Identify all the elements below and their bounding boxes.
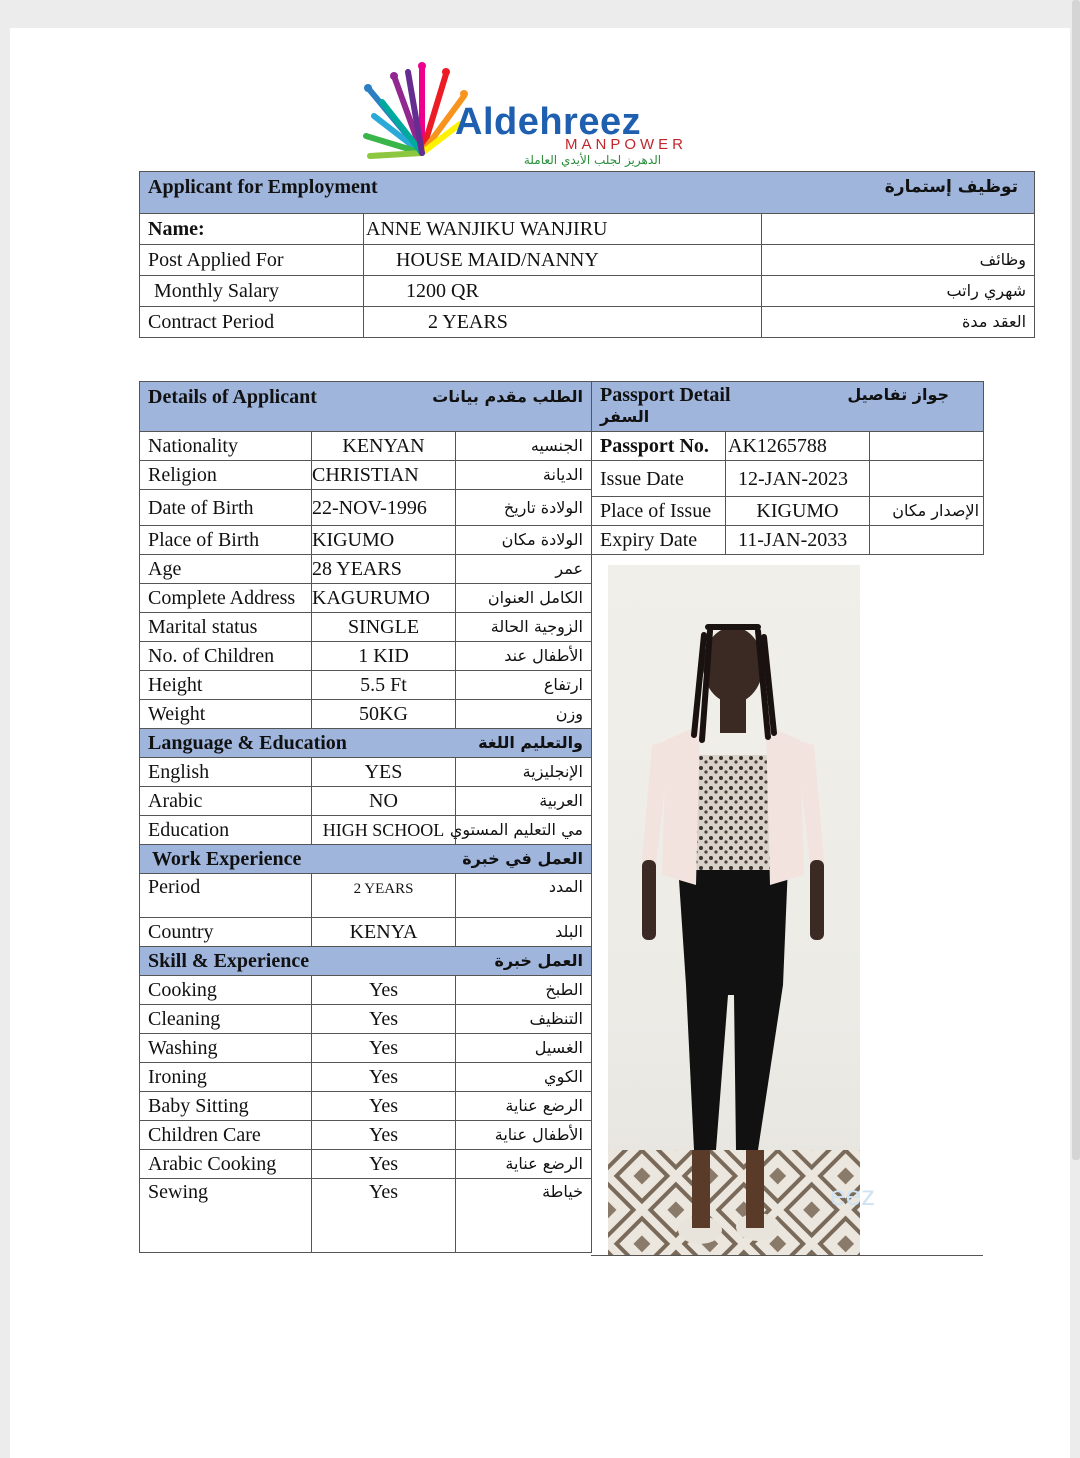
row-label: Children Care bbox=[140, 1121, 312, 1150]
table-row bbox=[140, 1005, 592, 1034]
row-arabic-label: الكوي bbox=[456, 1063, 592, 1092]
row-value: Yes bbox=[312, 1034, 456, 1063]
row-value: 5.5 Ft bbox=[312, 671, 456, 700]
place-of-issue-label: Place of Issue bbox=[592, 497, 726, 526]
expiry-date-label: Expiry Date bbox=[592, 526, 726, 555]
skills-title: Skill & Experience bbox=[140, 947, 456, 976]
row-arabic-label: الكامل العنوان bbox=[456, 584, 592, 613]
skills-title-ar: العمل خبرة bbox=[456, 947, 592, 976]
table-row bbox=[592, 497, 984, 526]
row-label: Age bbox=[140, 555, 312, 584]
table-row bbox=[140, 613, 592, 642]
row-label: Washing bbox=[140, 1034, 312, 1063]
expiry-date-ar bbox=[870, 526, 984, 555]
passport-title-ar: جواز تفاصيل bbox=[847, 385, 950, 404]
row-value: NO bbox=[312, 787, 456, 816]
details-title-ar: الطلب مقدم بيانات bbox=[456, 382, 592, 432]
language-title: Language & Education bbox=[140, 729, 456, 758]
table-bottom-line bbox=[591, 1255, 983, 1256]
row-label: Height bbox=[140, 671, 312, 700]
place-of-issue-ar: الإصدار مكان bbox=[870, 497, 984, 526]
table-row bbox=[140, 461, 592, 490]
name-value: ANNE WANJIKU WANJIRU bbox=[364, 214, 762, 245]
passport-title-ar2: السفر bbox=[600, 407, 650, 426]
row-arabic-label: الزوجية الحالة bbox=[456, 613, 592, 642]
period-label: Period bbox=[140, 874, 312, 918]
name-label: Name: bbox=[140, 214, 364, 245]
row-value: Yes bbox=[312, 1179, 456, 1253]
table-row bbox=[140, 490, 592, 526]
passport-number-ar bbox=[870, 432, 984, 461]
row-arabic-label: التنظيف bbox=[456, 1005, 592, 1034]
salary-value: 1200 QR bbox=[364, 276, 762, 307]
row-value: 1 KID bbox=[312, 642, 456, 671]
contract-label: Contract Period bbox=[140, 307, 364, 338]
scrollbar[interactable] bbox=[1072, 0, 1080, 1160]
period-ar: المدد bbox=[456, 874, 592, 918]
employment-title-ar: توظيف إستمارة bbox=[762, 172, 1035, 214]
table-row bbox=[140, 671, 592, 700]
issue-date-value: 12-JAN-2023 bbox=[726, 461, 870, 497]
row-arabic-label: الولادة مكان bbox=[456, 526, 592, 555]
row-arabic-label: الجنسيه bbox=[456, 432, 592, 461]
details-header-row bbox=[140, 382, 592, 432]
period-value: 2 YEARS bbox=[312, 874, 456, 918]
row-label: Cleaning bbox=[140, 1005, 312, 1034]
table-row bbox=[140, 214, 1035, 245]
row-arabic-label: مي التعليم المستوي bbox=[456, 816, 592, 845]
photo-watermark: eez bbox=[830, 1180, 876, 1211]
row-label: Nationality bbox=[140, 432, 312, 461]
row-value: YES bbox=[312, 758, 456, 787]
row-arabic-label: الديانة bbox=[456, 461, 592, 490]
logo-sub-text: MANPOWER bbox=[565, 136, 687, 153]
row-arabic-label: الرضع عناية bbox=[456, 1092, 592, 1121]
country-ar: البلد bbox=[456, 918, 592, 947]
table-row bbox=[140, 918, 592, 947]
table-row bbox=[140, 1063, 592, 1092]
passport-table bbox=[591, 381, 984, 555]
row-label: Marital status bbox=[140, 613, 312, 642]
row-value: KENYAN bbox=[312, 432, 456, 461]
applicant-photo bbox=[608, 565, 876, 1255]
passport-number-label: Passport No. bbox=[592, 432, 726, 461]
row-label: Date of Birth bbox=[140, 490, 312, 526]
burst-icon bbox=[360, 58, 470, 168]
company-logo bbox=[360, 58, 730, 173]
row-arabic-label: الولادة تاريخ bbox=[456, 490, 592, 526]
table-row bbox=[140, 1179, 592, 1253]
table-row bbox=[140, 700, 592, 729]
row-arabic-label: الطبخ bbox=[456, 976, 592, 1005]
row-label: Ironing bbox=[140, 1063, 312, 1092]
post-value: HOUSE MAID/NANNY bbox=[364, 245, 762, 276]
row-arabic-label: عمر bbox=[456, 555, 592, 584]
row-arabic-label: الرضع عناية bbox=[456, 1150, 592, 1179]
table-row bbox=[140, 1034, 592, 1063]
row-label: Cooking bbox=[140, 976, 312, 1005]
applicant-figure-illustration bbox=[608, 565, 876, 1255]
expiry-date-value: 11-JAN-2033 bbox=[726, 526, 870, 555]
salary-label: Monthly Salary bbox=[140, 276, 364, 307]
row-value: KIGUMO bbox=[312, 526, 456, 555]
table-row bbox=[140, 816, 592, 845]
row-value: Yes bbox=[312, 1005, 456, 1034]
row-label: Place of Birth bbox=[140, 526, 312, 555]
row-label: Complete Address bbox=[140, 584, 312, 613]
row-arabic-label: ارتفاع bbox=[456, 671, 592, 700]
row-value: Yes bbox=[312, 1092, 456, 1121]
contract-value: 2 YEARS bbox=[364, 307, 762, 338]
table-row bbox=[592, 432, 984, 461]
language-title-ar: والتعليم اللغة bbox=[456, 729, 592, 758]
row-value: Yes bbox=[312, 1150, 456, 1179]
table-row bbox=[140, 874, 592, 918]
row-value: 28 YEARS bbox=[312, 555, 456, 584]
table-row bbox=[140, 1121, 592, 1150]
table-row bbox=[592, 461, 984, 497]
language-header-row bbox=[140, 729, 592, 758]
post-ar: وظائف bbox=[762, 245, 1035, 276]
passport-title: Passport Detail bbox=[600, 384, 731, 406]
contract-ar: العقد مدة bbox=[762, 307, 1035, 338]
table-row bbox=[140, 276, 1035, 307]
row-label: Weight bbox=[140, 700, 312, 729]
employment-table bbox=[139, 171, 1035, 338]
table-row bbox=[140, 642, 592, 671]
passport-title-line bbox=[600, 384, 975, 406]
name-ar bbox=[762, 214, 1035, 245]
employment-header-row bbox=[140, 172, 1035, 214]
table-row bbox=[140, 758, 592, 787]
table-row bbox=[140, 555, 592, 584]
row-arabic-label: الأطفال عناية bbox=[456, 1121, 592, 1150]
skills-header-row bbox=[140, 947, 592, 976]
passport-header-row bbox=[592, 382, 984, 432]
issue-date-label: Issue Date bbox=[592, 461, 726, 497]
post-label: Post Applied For bbox=[140, 245, 364, 276]
row-value: 50KG bbox=[312, 700, 456, 729]
work-title: Work Experience bbox=[140, 845, 456, 874]
logo-arabic-text: الدهريز لجلب الأيدي العاملة bbox=[523, 153, 662, 167]
row-label: Education bbox=[140, 816, 312, 845]
row-value: SINGLE bbox=[312, 613, 456, 642]
table-row bbox=[140, 787, 592, 816]
table-row bbox=[592, 526, 984, 555]
work-title-ar: العمل في خبرة bbox=[456, 845, 592, 874]
passport-number-value: AK1265788 bbox=[726, 432, 870, 461]
row-value: Yes bbox=[312, 1121, 456, 1150]
row-label: Sewing bbox=[140, 1179, 312, 1253]
country-label: Country bbox=[140, 918, 312, 947]
row-arabic-label: الأطفال عند bbox=[456, 642, 592, 671]
details-title: Details of Applicant bbox=[140, 382, 456, 432]
passport-title-cell bbox=[592, 382, 984, 432]
work-header-row bbox=[140, 845, 592, 874]
row-label: No. of Children bbox=[140, 642, 312, 671]
row-arabic-label: العربية bbox=[456, 787, 592, 816]
row-label: Arabic bbox=[140, 787, 312, 816]
table-row bbox=[140, 584, 592, 613]
row-label: Religion bbox=[140, 461, 312, 490]
table-row bbox=[140, 245, 1035, 276]
row-label: Arabic Cooking bbox=[140, 1150, 312, 1179]
row-value: 22-NOV-1996 bbox=[312, 490, 456, 526]
applicant-details-table bbox=[139, 381, 592, 1253]
country-value: KENYA bbox=[312, 918, 456, 947]
row-label: English bbox=[140, 758, 312, 787]
salary-ar: شهري راتب bbox=[762, 276, 1035, 307]
row-value: Yes bbox=[312, 1063, 456, 1092]
table-row bbox=[140, 307, 1035, 338]
row-value: HIGH SCHOOL bbox=[312, 816, 456, 845]
table-row bbox=[140, 1092, 592, 1121]
table-row bbox=[140, 1150, 592, 1179]
table-row bbox=[140, 526, 592, 555]
row-label: Baby Sitting bbox=[140, 1092, 312, 1121]
logo-brand-text: Aldehreez bbox=[455, 101, 642, 143]
table-row bbox=[140, 976, 592, 1005]
table-row bbox=[140, 432, 592, 461]
row-value: Yes bbox=[312, 976, 456, 1005]
row-arabic-label: الإنجليزية bbox=[456, 758, 592, 787]
place-of-issue-value: KIGUMO bbox=[726, 497, 870, 526]
row-value: CHRISTIAN bbox=[312, 461, 456, 490]
row-arabic-label: الغسيل bbox=[456, 1034, 592, 1063]
row-arabic-label: خياطة bbox=[456, 1179, 592, 1253]
row-arabic-label: وزن bbox=[456, 700, 592, 729]
employment-title: Applicant for Employment bbox=[140, 172, 762, 214]
issue-date-ar bbox=[870, 461, 984, 497]
row-value: KAGURUMO bbox=[312, 584, 456, 613]
